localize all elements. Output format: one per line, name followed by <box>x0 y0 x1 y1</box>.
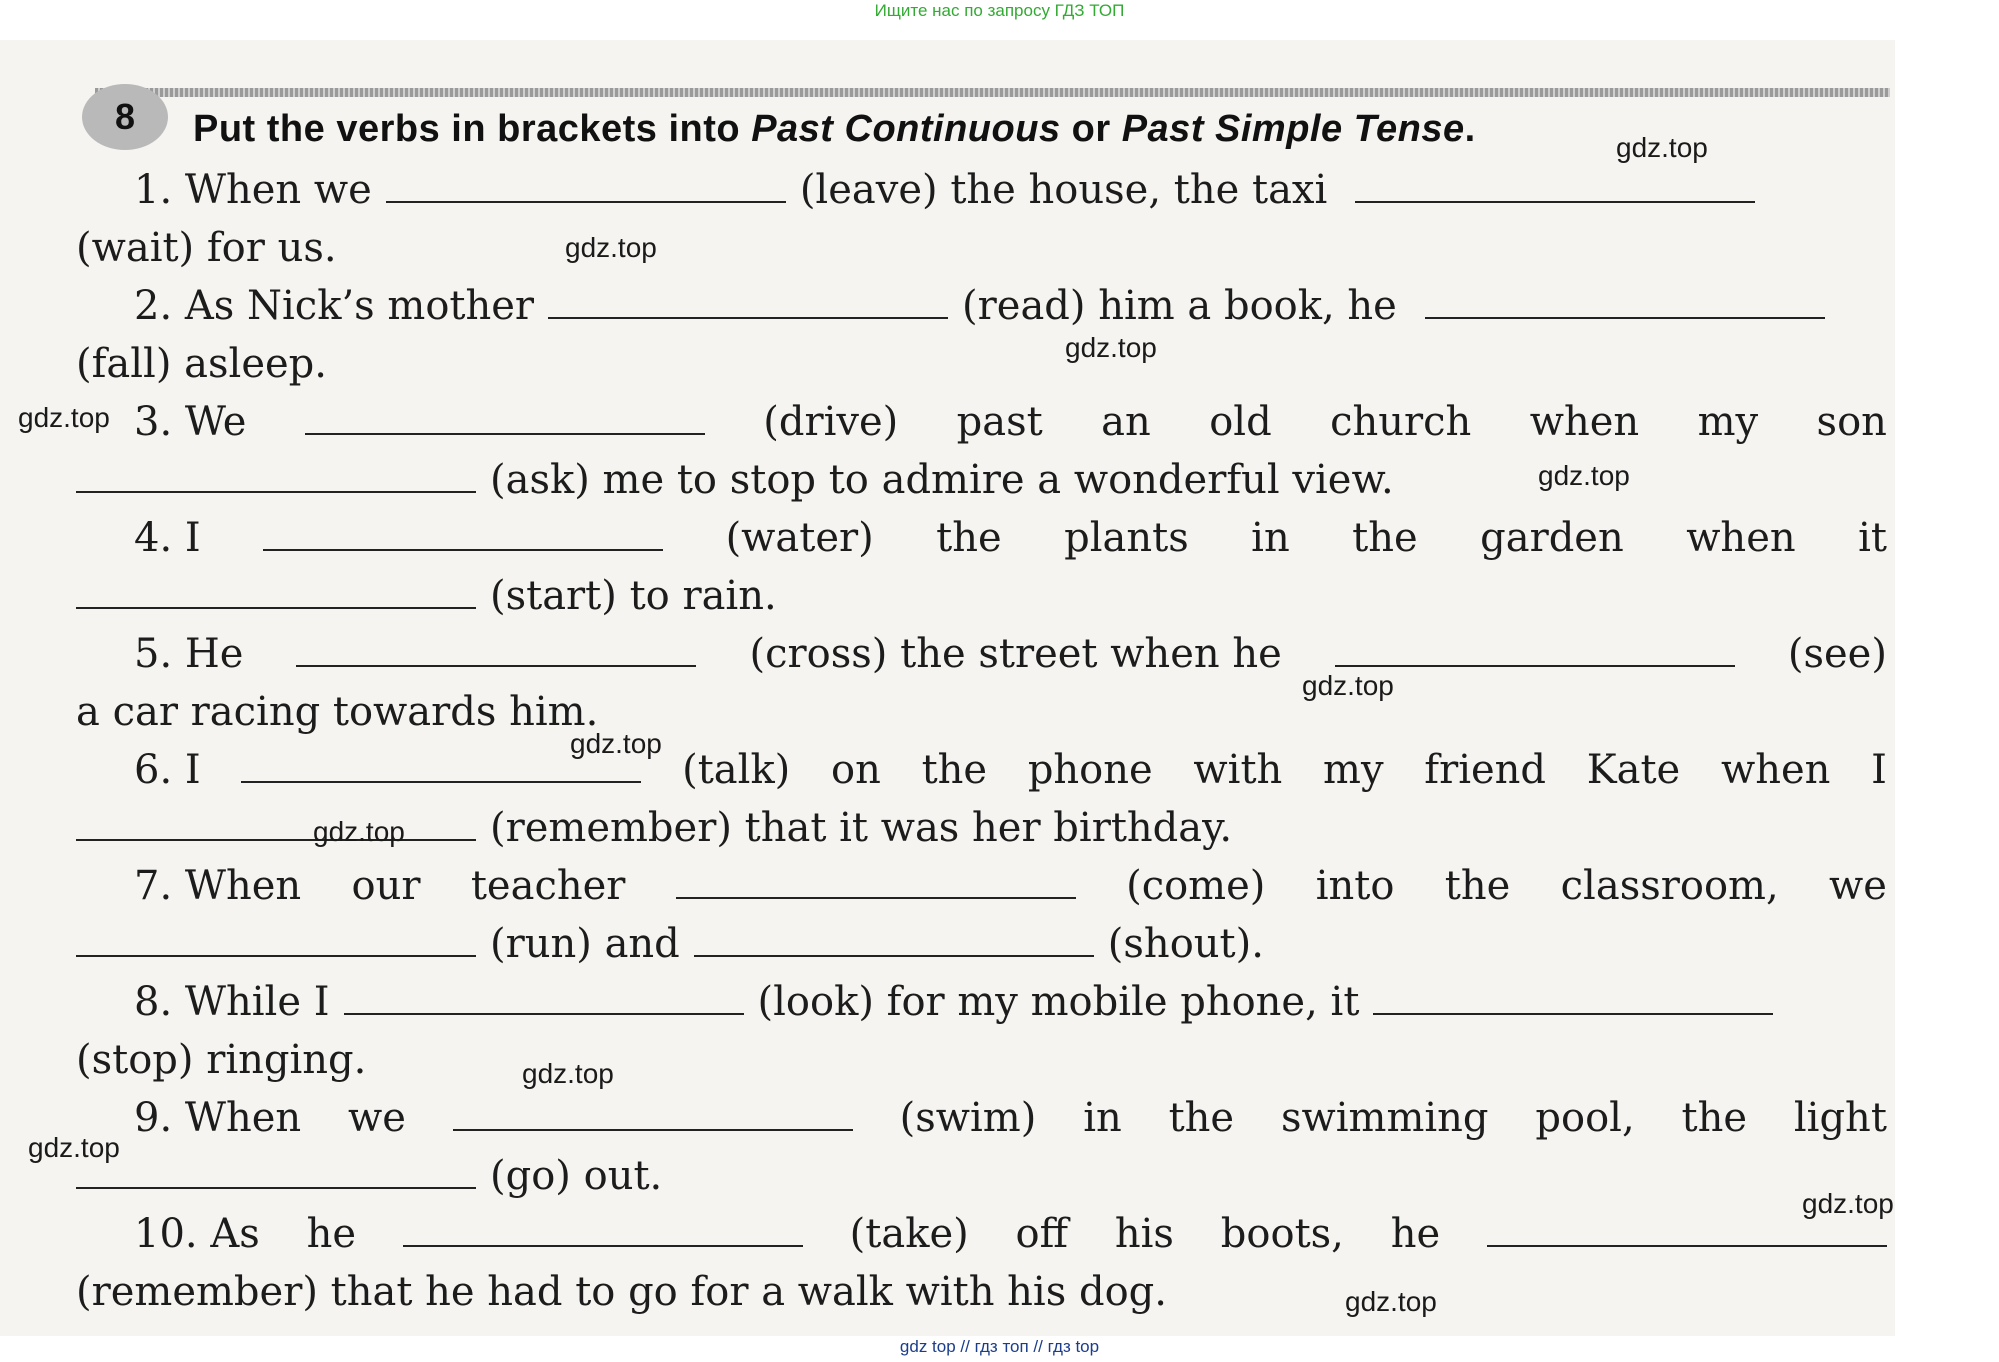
sentence-9-line-2 <box>76 1148 1887 1204</box>
text: on <box>831 747 881 793</box>
text: (stop) ringing. <box>76 1037 367 1083</box>
text: (run) and <box>490 921 680 967</box>
text: (go) out. <box>490 1153 663 1199</box>
sentence-1-line-1 <box>76 162 1887 218</box>
watermark: gdz.top <box>1302 670 1394 701</box>
text: he <box>1390 1211 1441 1257</box>
watermark: gdz.top <box>570 728 662 759</box>
text: my <box>1697 399 1759 445</box>
answer-blank[interactable] <box>76 921 476 957</box>
text: his <box>1114 1211 1174 1257</box>
answer-blank[interactable] <box>1373 979 1773 1015</box>
text: off <box>1015 1211 1069 1257</box>
text: when <box>1529 399 1640 445</box>
text: light <box>1793 1095 1887 1141</box>
answer-blank[interactable] <box>76 805 476 841</box>
answer-blank[interactable] <box>453 1095 853 1131</box>
sentence-3-line-1 <box>76 394 1887 450</box>
text: (cross) the street when he <box>749 631 1282 677</box>
answer-blank[interactable] <box>694 921 1094 957</box>
text: pool, <box>1535 1095 1635 1141</box>
text: (shout). <box>1107 921 1264 967</box>
text: 8. While I <box>134 979 330 1025</box>
text: the <box>921 747 988 793</box>
watermark: gdz.top <box>28 1132 120 1163</box>
text: boots, <box>1220 1211 1344 1257</box>
answer-blank[interactable] <box>548 283 948 319</box>
watermark: gdz.top <box>1345 1286 1437 1317</box>
text: church <box>1330 399 1472 445</box>
text: (remember) that it was her birthday. <box>490 805 1233 851</box>
text: into <box>1315 863 1395 909</box>
text: (talk) <box>682 747 791 793</box>
text: the <box>936 515 1002 561</box>
answer-blank[interactable] <box>1355 167 1755 203</box>
text: friend <box>1424 747 1547 793</box>
text: our <box>351 863 421 909</box>
answer-blank[interactable] <box>386 167 786 203</box>
text: garden <box>1480 515 1624 561</box>
text: an <box>1101 399 1151 445</box>
title-tense-2: Past Simple Tense <box>1121 108 1465 150</box>
text: phone <box>1027 747 1153 793</box>
footer-banner: gdz top // гдз топ // гдз top <box>899 1337 1100 1356</box>
text: (water) <box>725 515 874 561</box>
watermark: gdz.top <box>1616 132 1708 163</box>
title-text-or: or <box>1060 108 1122 150</box>
sentence-10-line-2 <box>76 1264 1887 1320</box>
answer-blank[interactable] <box>76 573 476 609</box>
sentence-7-line-2 <box>76 916 1887 972</box>
watermark: gdz.top <box>1802 1188 1894 1219</box>
text: he <box>306 1211 357 1257</box>
text: (start) to rain. <box>490 573 777 619</box>
text: with <box>1193 747 1283 793</box>
exercise-number: 8 <box>82 84 168 150</box>
sentence-2-line-1 <box>76 278 1887 334</box>
answer-blank[interactable] <box>76 1153 476 1189</box>
sentence-1-line-2 <box>76 220 1887 276</box>
text: the <box>1352 515 1418 561</box>
answer-blank[interactable] <box>1425 283 1825 319</box>
title-period: . <box>1464 108 1476 150</box>
text: (read) him a book, he <box>962 283 1397 329</box>
title-tense-1: Past Continuous <box>751 108 1061 150</box>
answer-blank[interactable] <box>1335 631 1735 667</box>
sentence-2-line-2 <box>76 336 1887 392</box>
sentence-10-line-1 <box>76 1206 1887 1262</box>
text: (ask) me to stop to admire a wonderful view. <box>490 457 1394 503</box>
text: it <box>1858 515 1887 561</box>
text: the <box>1168 1095 1235 1141</box>
text: 10. As <box>134 1211 260 1257</box>
text: (remember) that he had to go for a walk with his dog. <box>76 1269 1167 1315</box>
text: when <box>1686 515 1796 561</box>
answer-blank[interactable] <box>676 863 1076 899</box>
text: a car racing towards him. <box>76 689 599 735</box>
textbook-page <box>0 40 1895 1336</box>
text: (take) <box>849 1211 969 1257</box>
text: the <box>1681 1095 1748 1141</box>
sentence-5-line-1 <box>76 626 1887 682</box>
text: my <box>1323 747 1384 793</box>
text: (wait) for us. <box>76 225 337 271</box>
text: classroom, <box>1560 863 1779 909</box>
answer-blank[interactable] <box>403 1211 803 1247</box>
watermark: gdz.top <box>1538 460 1630 491</box>
text: (see) <box>1787 631 1887 677</box>
text: son <box>1816 399 1887 445</box>
sentence-8-line-2 <box>76 1032 1887 1088</box>
watermark: gdz.top <box>565 232 657 263</box>
answer-blank[interactable] <box>76 457 476 493</box>
text: 7. When <box>134 863 302 909</box>
text: we <box>1829 863 1887 909</box>
sentence-8-line-1 <box>76 974 1887 1030</box>
text: 3. We <box>134 399 247 445</box>
text: when <box>1720 747 1831 793</box>
text: (fall) asleep. <box>76 341 327 387</box>
text: 9. When <box>134 1095 302 1141</box>
text: (swim) <box>899 1095 1037 1141</box>
text: in <box>1083 1095 1122 1141</box>
sentence-9-line-1 <box>76 1090 1887 1146</box>
text: (leave) the house, the taxi <box>799 167 1328 213</box>
text: 5. He <box>134 631 244 677</box>
text: the <box>1444 863 1511 909</box>
text: I <box>1871 747 1887 793</box>
sentence-7-line-1 <box>76 858 1887 914</box>
sentence-4-line-1 <box>76 510 1887 566</box>
text: past <box>956 399 1043 445</box>
watermark: gdz.top <box>522 1058 614 1089</box>
top-rule <box>95 88 1890 97</box>
answer-blank[interactable] <box>263 515 663 551</box>
exercise-title <box>193 108 1476 151</box>
text: (drive) <box>763 399 899 445</box>
text: Kate <box>1586 747 1681 793</box>
text: (look) for my mobile phone, it <box>757 979 1360 1025</box>
text: 4. I <box>134 515 201 561</box>
text: plants <box>1064 515 1189 561</box>
header-banner: Ищите нас по запросу ГДЗ ТОП <box>874 1 1125 20</box>
text: teacher <box>470 863 626 909</box>
text: we <box>348 1095 406 1141</box>
sentence-4-line-2 <box>76 568 1887 624</box>
text: 2. As Nick’s mother <box>134 283 535 329</box>
answer-blank[interactable] <box>344 979 744 1015</box>
watermark: gdz.top <box>18 402 110 433</box>
text: 1. When we <box>134 167 372 213</box>
answer-blank[interactable] <box>305 399 705 435</box>
title-text: Put the verbs in brackets into <box>193 108 752 150</box>
text: 6. I <box>134 747 201 793</box>
answer-blank[interactable] <box>296 631 696 667</box>
text: old <box>1209 399 1272 445</box>
watermark: gdz.top <box>313 816 405 847</box>
watermark: gdz.top <box>1065 332 1157 363</box>
text: swimming <box>1280 1095 1489 1141</box>
text: (come) <box>1126 863 1266 909</box>
sentence-5-line-2 <box>76 684 1887 740</box>
text: in <box>1251 515 1290 561</box>
sentence-6-line-1 <box>76 742 1887 798</box>
